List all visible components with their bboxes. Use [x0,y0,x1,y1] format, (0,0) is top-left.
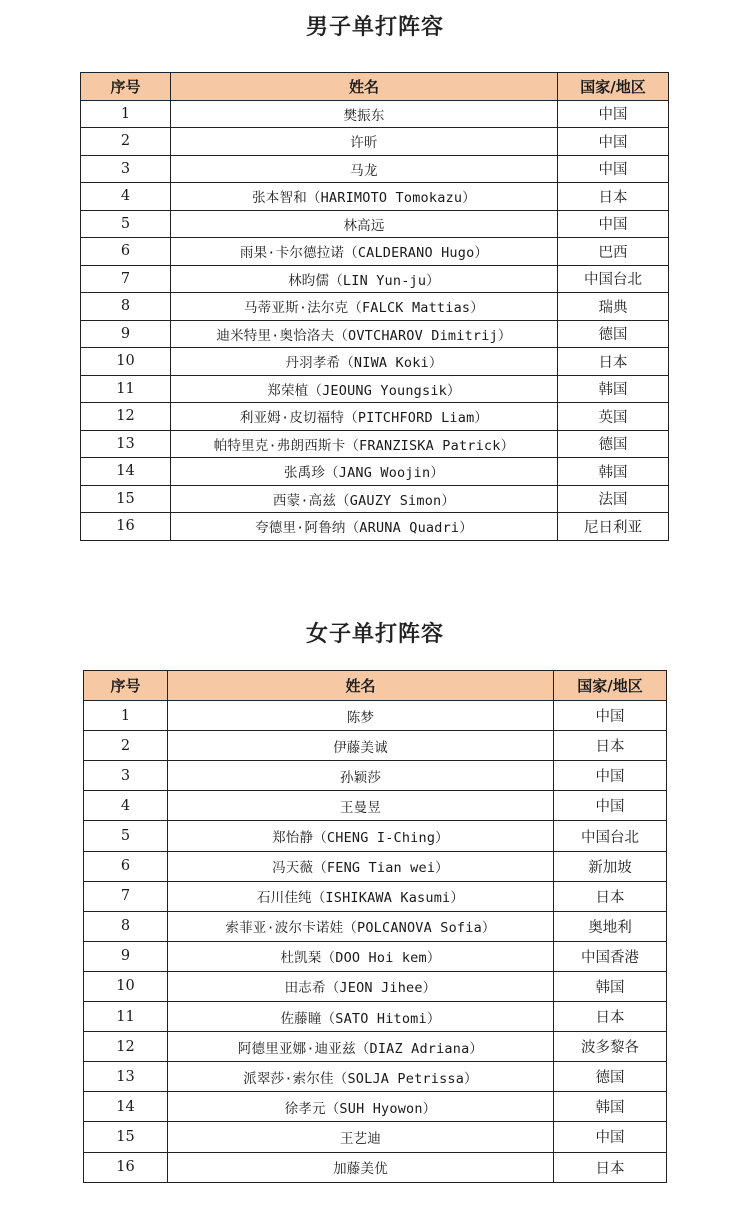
player-name: 索菲亚·波尔卡诺娃（POLCANOVA Sofia） [168,911,554,941]
player-region: 中国 [554,791,667,821]
table-row [81,375,669,403]
player-name: 利亚姆·皮切福特（PITCHFORD Liam） [171,403,558,431]
men-singles-table [80,72,669,541]
player-region: 中国 [558,100,669,128]
table-row [84,1152,667,1182]
player-name: 许昕 [171,128,558,156]
row-number: 3 [81,155,171,183]
player-name: 佐藤瞳（SATO Hitomi） [168,1002,554,1032]
player-region: 中国 [558,155,669,183]
row-number: 11 [81,375,171,403]
player-region: 中国 [558,210,669,238]
table-row [84,821,667,851]
player-name: 迪米特里·奥恰洛夫（OVTCHAROV Dimitrij） [171,320,558,348]
player-region: 德国 [554,1062,667,1092]
row-number: 5 [81,210,171,238]
player-name: 王曼昱 [168,791,554,821]
table-row [81,458,669,486]
player-region: 日本 [558,348,669,376]
player-name: 樊振东 [171,100,558,128]
player-name: 马龙 [171,155,558,183]
row-number: 16 [84,1152,168,1182]
header-number: 序号 [84,671,168,701]
table-row [81,403,669,431]
row-number: 6 [81,238,171,266]
table-row [84,881,667,911]
row-number: 7 [84,881,168,911]
row-number: 4 [84,791,168,821]
row-number: 13 [81,430,171,458]
table-row [84,1062,667,1092]
player-name: 张本智和（HARIMOTO Tomokazu） [171,183,558,211]
table-row [84,1122,667,1152]
header-name: 姓名 [171,73,558,101]
table-header-row [84,671,667,701]
table-row [84,1002,667,1032]
player-region: 波多黎各 [554,1032,667,1062]
table-row [81,155,669,183]
row-number: 15 [81,485,171,513]
table-row [81,430,669,458]
player-region: 日本 [554,731,667,761]
table-row [84,791,667,821]
table-row [81,320,669,348]
row-number: 15 [84,1122,168,1152]
player-region: 中国香港 [554,941,667,971]
player-region: 新加坡 [554,851,667,881]
table-row [81,100,669,128]
player-name: 夸德里·阿鲁纳（ARUNA Quadri） [171,513,558,541]
player-name: 石川佳纯（ISHIKAWA Kasumi） [168,881,554,911]
table-row [81,238,669,266]
row-number: 1 [84,701,168,731]
player-region: 韩国 [558,375,669,403]
player-name: 王艺迪 [168,1122,554,1152]
player-name: 郑荣植（JEOUNG Youngsik） [171,375,558,403]
player-name: 林高远 [171,210,558,238]
player-name: 孙颖莎 [168,761,554,791]
player-name: 郑怡静（CHENG I-Ching） [168,821,554,851]
women-singles-table [83,670,667,1183]
header-name: 姓名 [168,671,554,701]
women-singles-title: 女子单打阵容 [305,622,444,647]
table-row [81,513,669,541]
row-number: 16 [81,513,171,541]
player-name: 阿德里亚娜·迪亚兹（DIAZ Adriana） [168,1032,554,1062]
row-number: 10 [84,971,168,1001]
player-name: 雨果·卡尔德拉诺（CALDERANO Hugo） [171,238,558,266]
table-row [84,971,667,1001]
row-number: 8 [84,911,168,941]
player-name: 张禹珍（JANG Woojin） [171,458,558,486]
player-name: 丹羽孝希（NIWA Koki） [171,348,558,376]
player-region: 中国 [554,761,667,791]
player-region: 日本 [554,1152,667,1182]
table-row [81,128,669,156]
row-number: 14 [81,458,171,486]
player-region: 英国 [558,403,669,431]
table-row [81,265,669,293]
header-number: 序号 [81,73,171,101]
player-region: 日本 [558,183,669,211]
player-name: 林昀儒（LIN Yun-ju） [171,265,558,293]
player-region: 巴西 [558,238,669,266]
table-row [81,348,669,376]
row-number: 7 [81,265,171,293]
player-name: 马蒂亚斯·法尔克（FALCK Mattias） [171,293,558,321]
player-region: 韩国 [554,1092,667,1122]
player-region: 日本 [554,881,667,911]
row-number: 3 [84,761,168,791]
player-name: 加藤美优 [168,1152,554,1182]
row-number: 14 [84,1092,168,1122]
player-region: 德国 [558,430,669,458]
player-region: 日本 [554,1002,667,1032]
row-number: 4 [81,183,171,211]
player-name: 帕特里克·弗朗西斯卡（FRANZISKA Patrick） [171,430,558,458]
men-singles-title: 男子单打阵容 [305,15,444,40]
header-region: 国家/地区 [554,671,667,701]
row-number: 11 [84,1002,168,1032]
header-region: 国家/地区 [558,73,669,101]
row-number: 13 [84,1062,168,1092]
row-number: 2 [84,731,168,761]
player-name: 徐孝元（SUH Hyowon） [168,1092,554,1122]
player-name: 冯天薇（FENG Tian wei） [168,851,554,881]
player-region: 奥地利 [554,911,667,941]
player-region: 中国台北 [558,265,669,293]
row-number: 6 [84,851,168,881]
table-row [84,701,667,731]
player-region: 尼日利亚 [558,513,669,541]
table-row [84,851,667,881]
row-number: 2 [81,128,171,156]
row-number: 12 [81,403,171,431]
table-row [81,183,669,211]
table-row [84,1092,667,1122]
row-number: 12 [84,1032,168,1062]
table-row [81,293,669,321]
player-region: 德国 [558,320,669,348]
table-row [81,485,669,513]
table-row [81,210,669,238]
table-row [84,941,667,971]
row-number: 8 [81,293,171,321]
player-name: 派翠莎·索尔佳（SOLJA Petrissa） [168,1062,554,1092]
table-row [84,1032,667,1062]
table-row [84,731,667,761]
player-region: 韩国 [554,971,667,1001]
player-name: 杜凯琹（DOO Hoi kem） [168,941,554,971]
player-region: 中国 [554,701,667,731]
player-name: 陈梦 [168,701,554,731]
table-row [84,761,667,791]
player-region: 韩国 [558,458,669,486]
player-name: 田志希（JEON Jihee） [168,971,554,1001]
player-name: 伊藤美诚 [168,731,554,761]
row-number: 9 [81,320,171,348]
row-number: 10 [81,348,171,376]
player-region: 中国 [554,1122,667,1152]
table-header-row [81,73,669,101]
row-number: 5 [84,821,168,851]
row-number: 9 [84,941,168,971]
player-name: 西蒙·高兹（GAUZY Simon） [171,485,558,513]
row-number: 1 [81,100,171,128]
player-region: 瑞典 [558,293,669,321]
player-region: 法国 [558,485,669,513]
table-row [84,911,667,941]
player-region: 中国 [558,128,669,156]
player-region: 中国台北 [554,821,667,851]
